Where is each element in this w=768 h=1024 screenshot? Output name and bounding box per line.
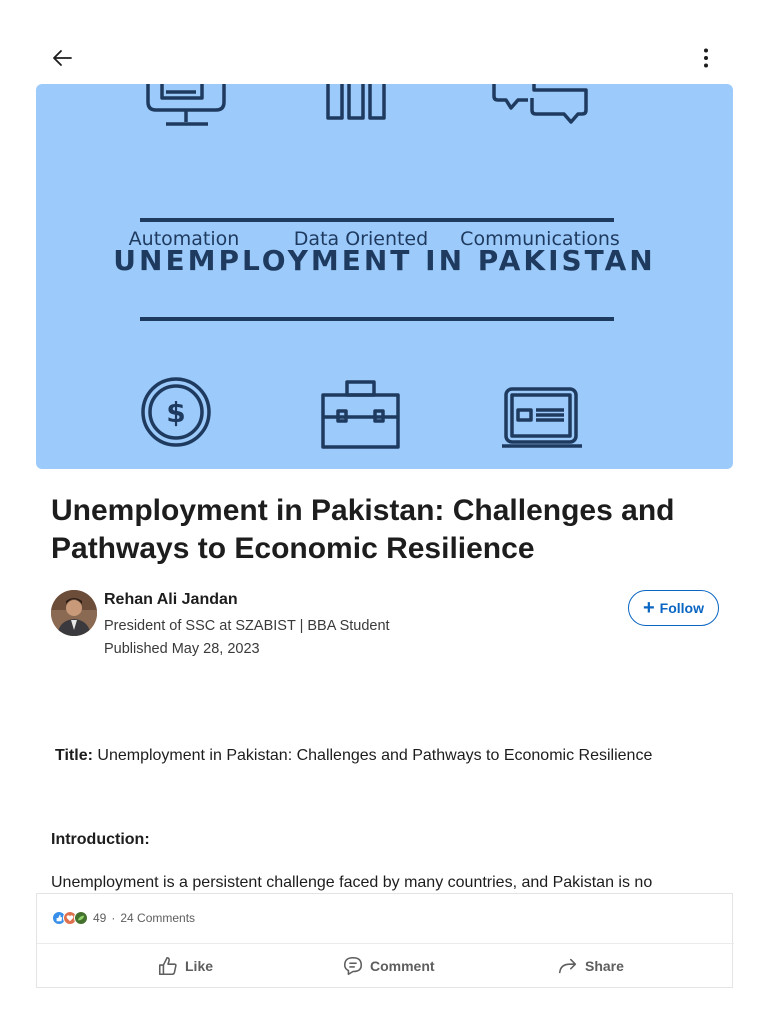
article-cover-image[interactable]: [36, 84, 733, 469]
plus-icon: +: [642, 597, 655, 619]
article-title: Unemployment in Pakistan: Challenges and Pathways to Economic Resilience: [51, 494, 675, 565]
body-title-line: [55, 747, 725, 765]
published-date: Published May 28, 2023: [104, 641, 260, 657]
avatar[interactable]: [51, 590, 97, 636]
author-block: [51, 590, 719, 670]
share-label: Share: [585, 958, 624, 974]
action-row: [37, 944, 734, 988]
reaction-count: 49: [93, 911, 107, 925]
share-arrow-icon: [557, 955, 579, 977]
thumbs-up-icon: [157, 955, 179, 977]
laptop-icon: [502, 389, 582, 446]
social-counts[interactable]: [52, 911, 195, 925]
body-title-label: Title:: [55, 747, 93, 764]
bar-chart-icon: [328, 84, 384, 118]
dollar-sign-glyph: $: [166, 396, 186, 429]
share-button[interactable]: [557, 944, 624, 988]
vertical-ellipsis-icon: [694, 46, 718, 70]
introduction-heading: Introduction:: [51, 831, 150, 848]
author-name[interactable]: Rehan Ali Jandan: [104, 591, 238, 608]
monitor-icon: [148, 84, 224, 124]
comment-icon: [342, 955, 364, 977]
back-button[interactable]: [46, 42, 78, 74]
follow-label: Follow: [659, 600, 704, 616]
chat-bubbles-icon: [494, 84, 586, 122]
more-options-button[interactable]: [690, 42, 722, 74]
author-headline: President of SSC at SZABIST | BBA Student: [104, 618, 390, 634]
body-title-text: Unemployment in Pakistan: Challenges and Pathways to Economic Resilience: [92, 747, 653, 764]
comment-label: Comment: [370, 958, 435, 974]
support-reaction-icon: [74, 911, 88, 925]
hero-label-communications: Communications: [460, 228, 620, 250]
like-label: Like: [185, 958, 214, 974]
hero-label-data-oriented: Data Oriented: [293, 228, 429, 250]
comment-button[interactable]: [342, 944, 435, 988]
count-separator: ·: [111, 911, 116, 925]
briefcase-icon: [323, 382, 398, 447]
hero-banner-text: UNEMPLOYMENT IN PAKISTAN: [113, 244, 656, 277]
hero-label-automation: Automation: [128, 228, 240, 250]
social-action-bar: [36, 893, 733, 988]
body-paragraph: Unemployment is a persistent challenge faced by many countries, and Pakistan is no: [51, 874, 653, 891]
top-bar: [0, 0, 768, 84]
follow-button[interactable]: [628, 590, 719, 626]
like-button[interactable]: [157, 944, 213, 988]
author-photo: [51, 590, 97, 636]
comment-count[interactable]: 24 Comments: [120, 911, 196, 925]
arrow-left-icon: [50, 46, 74, 70]
